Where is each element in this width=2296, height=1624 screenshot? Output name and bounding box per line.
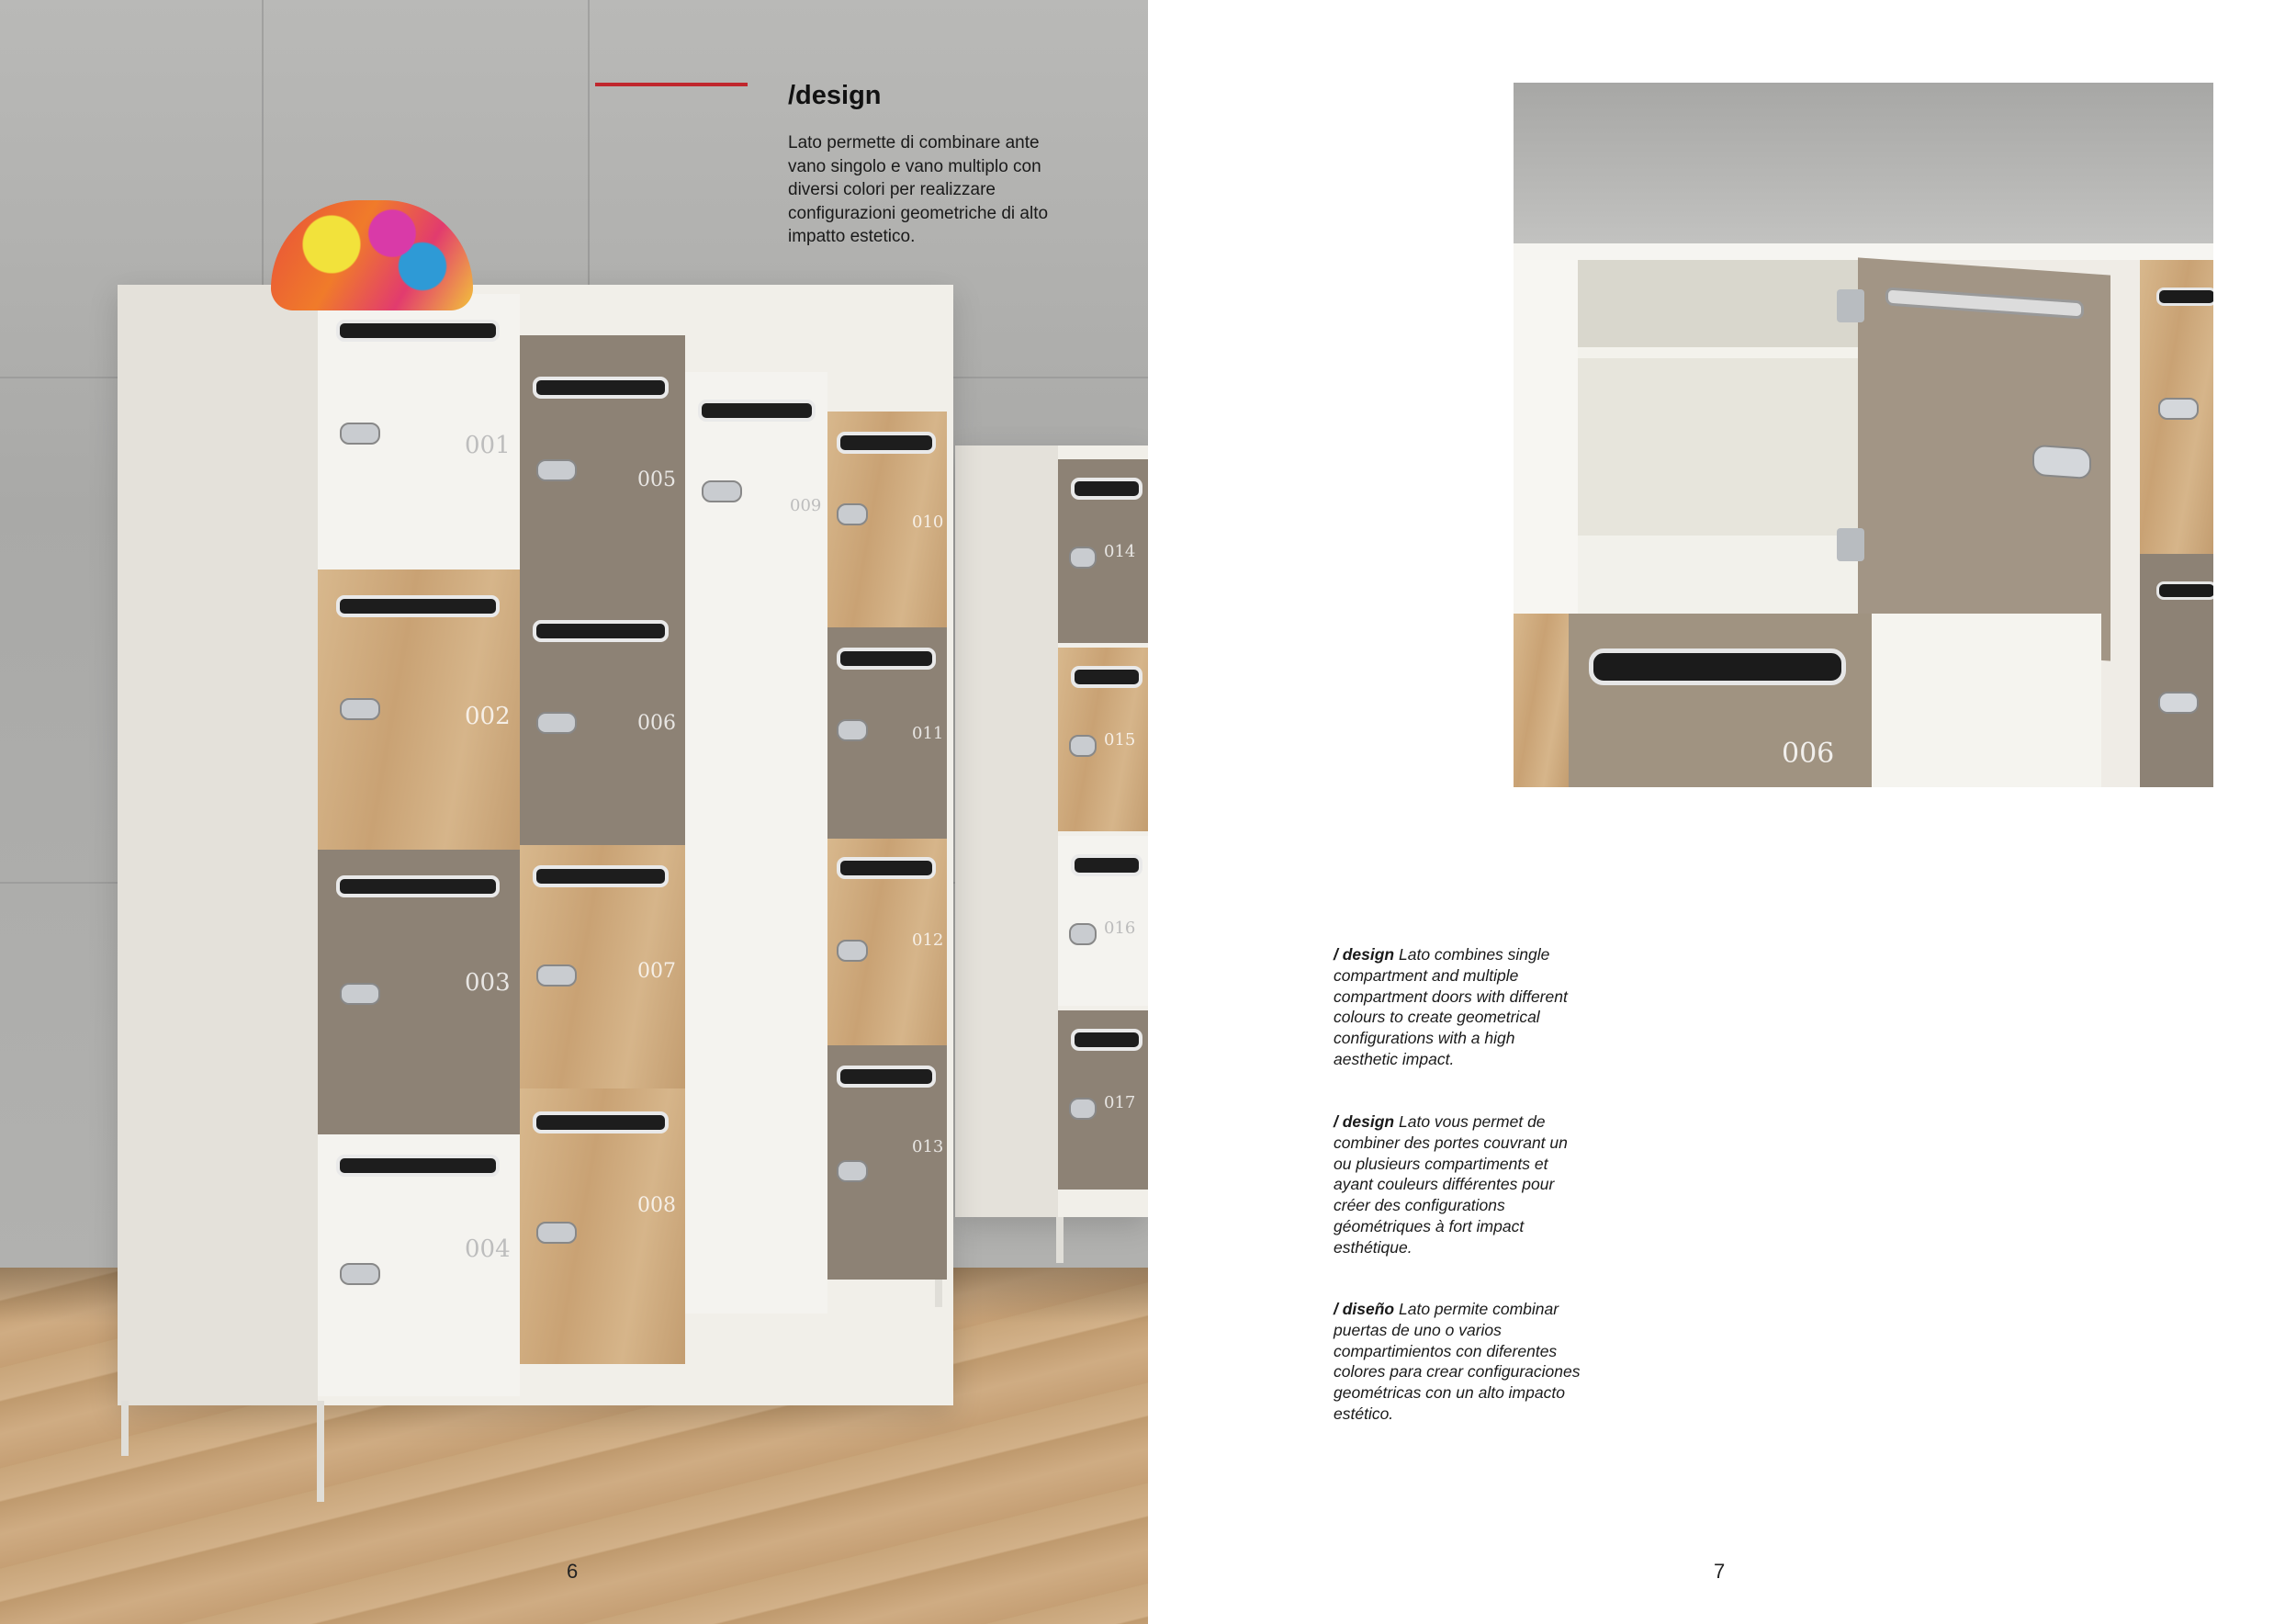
combination-lock-icon (340, 983, 380, 1005)
mail-slot (533, 620, 669, 642)
mail-slot (533, 377, 669, 399)
spanish-text: Lato permite combinar puertas de uno o varios compartimientos con diferentes colores para crear configuraciones geométricas con un alto impacto estético. (1334, 1300, 1581, 1423)
mail-slot (336, 595, 500, 617)
combination-lock-icon[interactable] (2032, 445, 2091, 479)
locker-door-001 (318, 294, 520, 570)
cabinet-leg (1056, 1217, 1064, 1263)
mail-slot (336, 1155, 500, 1177)
locker-number: 011 (912, 724, 944, 743)
locker-number: 010 (912, 513, 944, 532)
mail-slot (336, 875, 500, 897)
locker-door-white (1872, 614, 2101, 787)
mail-slot (837, 1066, 936, 1088)
locker-number: 014 (1104, 542, 1136, 561)
open-locker-door[interactable] (1858, 257, 2110, 660)
mail-slot (2156, 581, 2213, 600)
english-text: Lato combines single compartment and multiple compartment doors with different colours to create geometrical configurations with a high aesthetic impact. (1334, 945, 1568, 1068)
combination-lock-icon (837, 940, 868, 962)
mail-slot (336, 320, 500, 342)
cabinet-side (955, 445, 1058, 1217)
locker-door-014 (1058, 459, 1148, 643)
locker-door-006 (520, 597, 685, 845)
upper-compartment (1578, 260, 1858, 347)
combination-lock-icon (536, 964, 577, 987)
cabinet-leg (121, 1401, 129, 1456)
english-label: / design (1334, 945, 1395, 964)
combination-lock-icon (837, 503, 868, 525)
door-handle[interactable] (1885, 287, 2084, 319)
locker-door-011 (827, 627, 947, 839)
mail-slot (1071, 478, 1142, 500)
combination-lock-icon (340, 1263, 380, 1285)
compartment-floor (1578, 536, 1858, 614)
locker-number: 002 (465, 703, 511, 730)
locker-door-004 (318, 1134, 520, 1396)
page-number-left: 6 (567, 1560, 579, 1583)
locker-number: 009 (790, 496, 822, 515)
mail-slot (2156, 288, 2213, 306)
locker-number: 005 (637, 468, 676, 491)
combination-lock-icon (536, 1222, 577, 1244)
mail-slot (533, 865, 669, 887)
mail-slot (1589, 648, 1846, 685)
locker-door-007 (520, 845, 685, 1088)
locker-number: 008 (637, 1194, 676, 1217)
locker-door-009 (685, 372, 827, 1314)
combination-lock-icon (1069, 923, 1097, 945)
back-cabinet (955, 445, 1148, 1217)
section-heading: /design (788, 81, 882, 110)
mail-slot (533, 1111, 669, 1133)
locker-door-taupe (2140, 554, 2213, 787)
hinge-icon (1837, 528, 1864, 561)
mail-slot (837, 432, 936, 454)
locker-door-017 (1058, 1010, 1148, 1190)
locker-number: 006 (1782, 738, 1835, 770)
french-label: / design (1334, 1112, 1395, 1131)
spanish-description (1334, 1299, 1581, 1425)
locker-number: 012 (912, 930, 944, 950)
spanish-label: / diseño (1334, 1300, 1395, 1318)
locker-number: 004 (465, 1235, 511, 1263)
combination-lock-icon (536, 459, 577, 481)
locker-door-white (1514, 260, 1578, 614)
combination-lock-icon (1069, 547, 1097, 569)
locker-number: 015 (1104, 730, 1136, 750)
locker-door-002 (318, 570, 520, 850)
combination-lock-icon (2158, 692, 2199, 714)
mail-slot (698, 400, 816, 422)
italian-description: Lato permette di combinare ante vano singolo e vano multiplo con diversi colori per realizzare configurazioni geometriche di alto impatto estetico. (788, 133, 1049, 246)
mail-slot (1071, 666, 1142, 688)
locker-number: 007 (637, 960, 676, 983)
french-text: Lato vous permet de combiner des portes couvrant un ou plusieurs compartiments et ayant couleurs différentes pour créer des configurations géométriques à fort impact esthétique. (1334, 1112, 1568, 1257)
combination-lock-icon (1069, 735, 1097, 757)
locker-number: 001 (465, 432, 511, 459)
shelf (1578, 347, 1858, 358)
locker-door-015 (1058, 648, 1148, 831)
open-compartment (1578, 260, 1858, 614)
concrete-wall (1514, 83, 2213, 243)
locker-door-012 (827, 839, 947, 1045)
locker-number: 013 (912, 1137, 944, 1156)
locker-door-003 (318, 850, 520, 1134)
combination-lock-icon (2158, 398, 2199, 420)
combination-lock-icon (340, 423, 380, 445)
cabinet-leg (317, 1401, 324, 1502)
mail-slot (837, 857, 936, 879)
locker-number: 017 (1104, 1093, 1136, 1112)
combination-lock-icon (702, 480, 742, 502)
locker-door-005 (520, 335, 685, 597)
mail-slot (1071, 854, 1142, 876)
combination-lock-icon (1069, 1098, 1097, 1120)
locker-number: 006 (637, 712, 676, 735)
combination-lock-icon (837, 1160, 868, 1182)
locker-door-oak (1514, 614, 1569, 787)
locker-door-016 (1058, 836, 1148, 1006)
locker-number: 016 (1104, 919, 1136, 938)
french-description (1334, 1111, 1581, 1258)
locker-door-006 (1569, 614, 1872, 787)
locker-door-oak (2140, 260, 2213, 554)
cabinet-leg (935, 1280, 942, 1307)
combination-lock-icon (340, 698, 380, 720)
english-description (1334, 944, 1581, 1070)
cabinet-side (118, 285, 318, 1405)
locker-detail-photo (1514, 83, 2213, 787)
locker-door-010 (827, 412, 947, 627)
locker-door-008 (520, 1088, 685, 1364)
accent-rule (595, 83, 748, 86)
hinge-icon (1837, 289, 1864, 322)
combination-lock-icon (837, 719, 868, 741)
combination-lock-icon (536, 712, 577, 734)
mail-slot (1071, 1029, 1142, 1051)
page-number-right: 7 (1714, 1560, 1726, 1583)
mail-slot (837, 648, 936, 670)
locker-number: 003 (465, 969, 511, 997)
locker-door-013 (827, 1045, 947, 1280)
